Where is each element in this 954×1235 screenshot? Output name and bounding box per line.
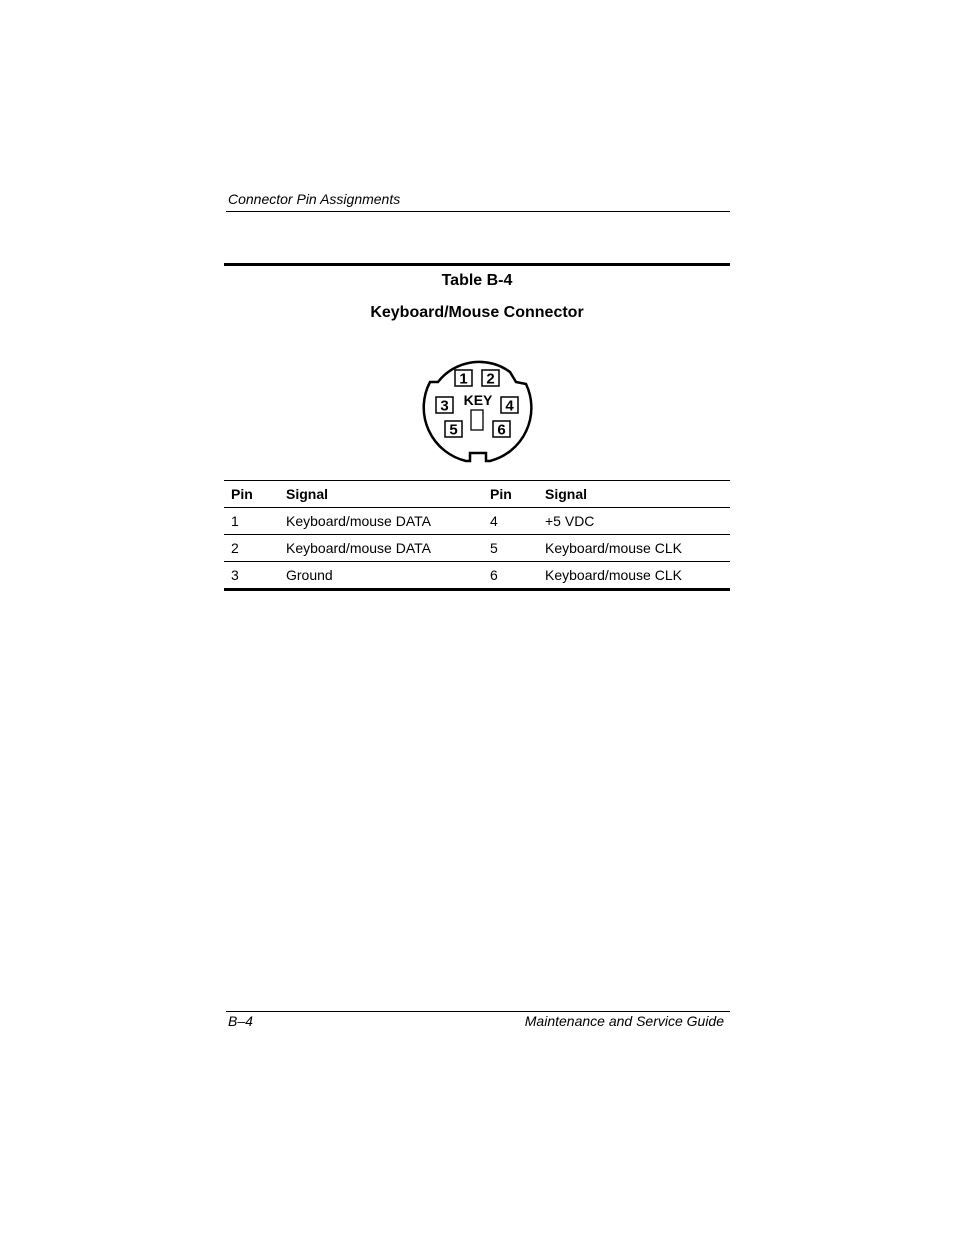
column-header-pin: Pin [224, 481, 279, 508]
table-cell: Keyboard/mouse CLK [538, 535, 730, 562]
table-row [224, 562, 730, 590]
pin-assignment-table [224, 480, 730, 591]
mini-din-connector-diagram [418, 350, 538, 468]
key-slot [471, 410, 483, 430]
pin-1 [455, 370, 472, 388]
table-cell: 5 [483, 535, 538, 562]
header-rule [226, 211, 730, 212]
pin-6 [493, 421, 510, 439]
table-top-rule [224, 263, 730, 266]
table-cell: 6 [483, 562, 538, 590]
column-header-signal: Signal [279, 481, 483, 508]
column-header-pin: Pin [483, 481, 538, 508]
page-number: B–4 [228, 1013, 253, 1029]
running-head: Connector Pin Assignments [228, 191, 401, 207]
table-cell: Keyboard/mouse DATA [279, 508, 483, 535]
pin-3-label: 3 [440, 397, 449, 415]
table-cell: 2 [224, 535, 279, 562]
table-cell: Keyboard/mouse CLK [538, 562, 730, 590]
table-cell: +5 VDC [538, 508, 730, 535]
table-cell: 3 [224, 562, 279, 590]
pin-6-label: 6 [497, 421, 506, 439]
table-cell: Ground [279, 562, 483, 590]
table-cell: 1 [224, 508, 279, 535]
footer-rule [226, 1011, 730, 1012]
table-number: Table B-4 [441, 272, 513, 289]
pin-5 [445, 421, 462, 439]
column-header-signal: Signal [538, 481, 730, 508]
book-title: Maintenance and Service Guide [524, 1013, 724, 1029]
pin-5-label: 5 [449, 421, 458, 439]
pin-4-label: 4 [505, 397, 514, 415]
key-label: KEY [463, 392, 493, 408]
table-title: Keyboard/Mouse Connector [370, 304, 584, 321]
table-cell: Keyboard/mouse DATA [279, 535, 483, 562]
table-row [224, 535, 730, 562]
table-header-row [224, 481, 730, 508]
pin-2 [482, 370, 499, 388]
pin-4 [501, 397, 518, 415]
pin-3 [436, 397, 453, 415]
table-cell: 4 [483, 508, 538, 535]
pin-1-label: 1 [459, 370, 468, 388]
table-row [224, 508, 730, 535]
pin-2-label: 2 [486, 370, 495, 388]
